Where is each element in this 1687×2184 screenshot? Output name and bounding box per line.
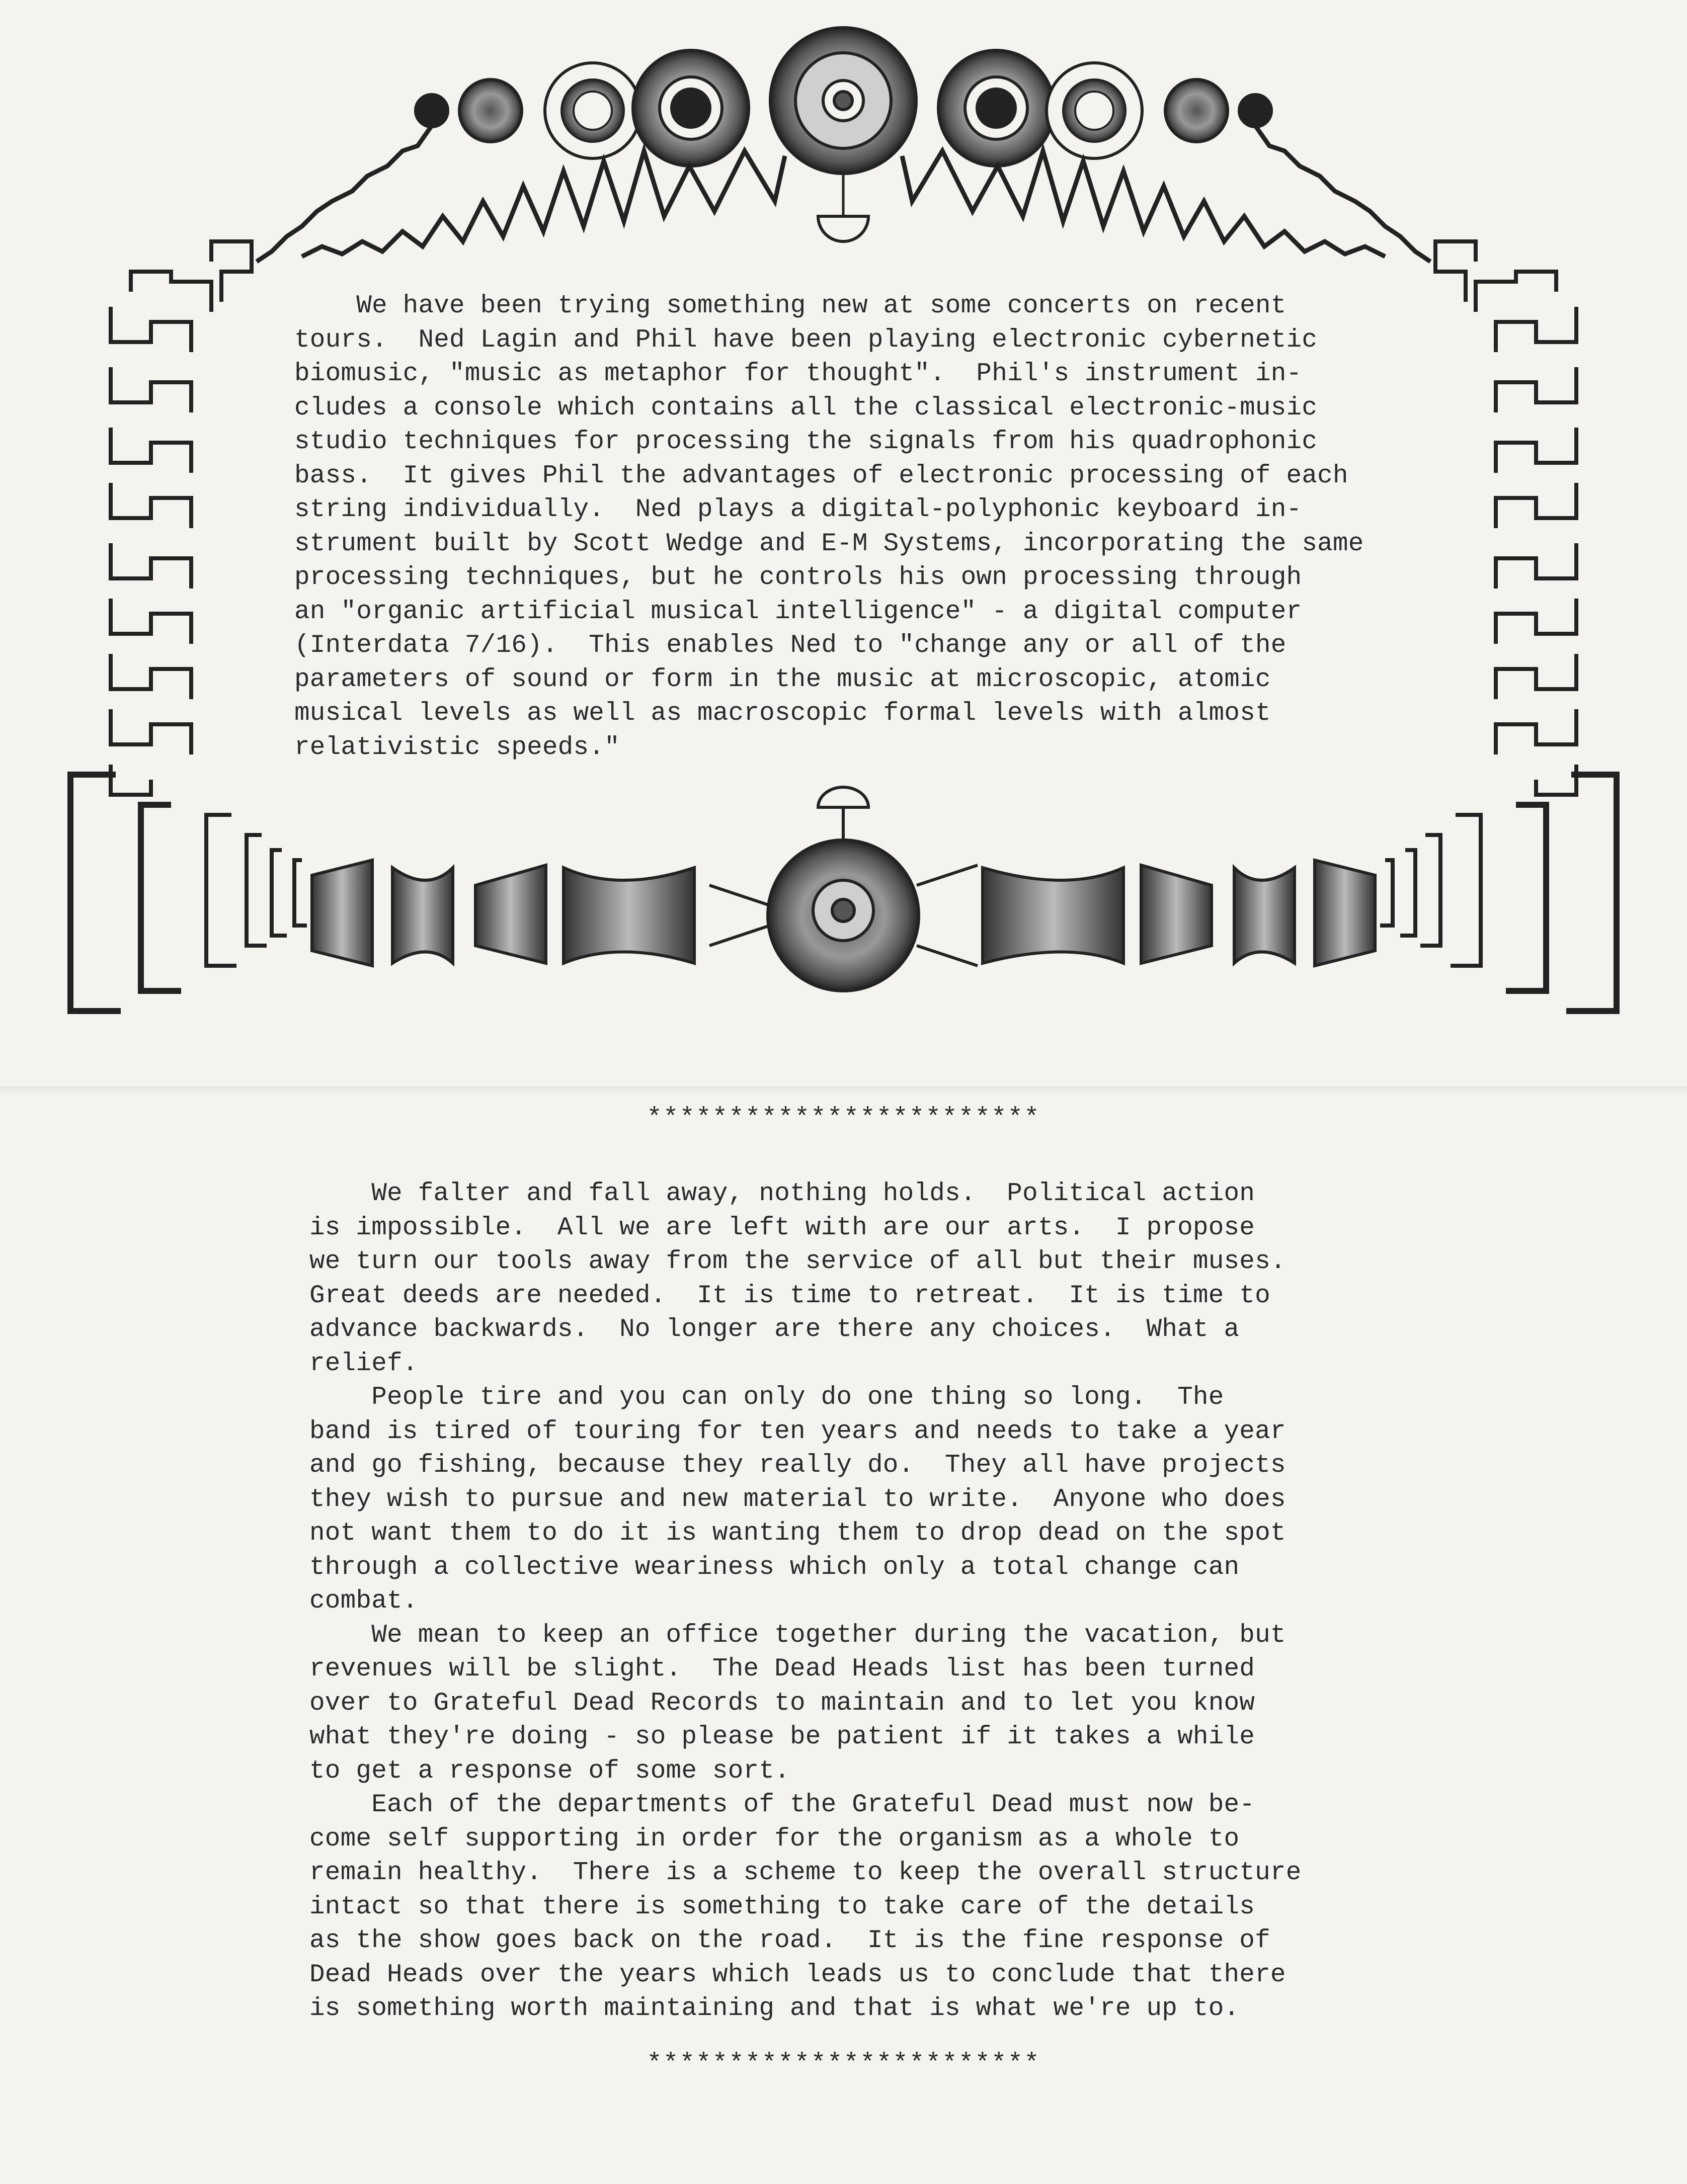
text-line: remain healthy. There is a scheme to keep the overall structure (309, 1859, 1302, 1887)
text-line: over to Grateful Dead Records to maintain and to let you know (309, 1689, 1255, 1718)
text-line: through a collective weariness which only a total change can (309, 1553, 1240, 1582)
text-line: tours. Ned Lagin and Phil have been playing electronic cybernetic (294, 325, 1318, 355)
bottom-ornament (312, 787, 1375, 991)
text-line: as the show goes back on the road. It is the fine response of (309, 1926, 1270, 1955)
text-line: and go fishing, because they really do. They all have projects (309, 1451, 1286, 1480)
text-line: musical levels as well as macroscopic formal levels with almost (294, 699, 1271, 728)
text-line: not want them to do it is wanting them to drop dead on the spot (309, 1519, 1286, 1548)
text-line: to get a response of some sort. (309, 1756, 790, 1786)
top-circles (416, 28, 1271, 241)
right-meander-border (1435, 241, 1617, 1011)
biomusic-paragraph (294, 289, 1364, 765)
text-line: combat. (309, 1587, 418, 1616)
text-line: intact so that there is something to take care of the details (309, 1892, 1255, 1921)
text-line: Each of the departments of the Grateful Dead must now be- (309, 1791, 1255, 1819)
text-line: parameters of sound or form in the music at microscopic, atomic (294, 665, 1271, 694)
text-line: We falter and fall away, nothing holds. Political action (309, 1180, 1255, 1208)
separator-top: ************************ (647, 1104, 1040, 1133)
text-line: (Interdata 7/16). This enables Ned to "change any or all of the (294, 631, 1287, 660)
text-line: what they're doing - so please be patient if it takes a while (309, 1723, 1255, 1751)
text-line: relativistic speeds." (294, 733, 620, 762)
text-line: strument built by Scott Wedge and E-M Systems, incorporating the same (294, 529, 1364, 558)
text-line: is something worth maintaining and that is what we're up to. (309, 1994, 1240, 2023)
text-line: cludes a console which contains all the classical electronic-music (294, 393, 1318, 423)
text-line: We mean to keep an office together during the vacation, but (309, 1621, 1286, 1650)
text-line: an "organic artificial musical intelligence" - a digital computer (294, 597, 1302, 626)
text-line: we turn our tools away from the service of all but their muses. (309, 1247, 1286, 1276)
separator-bottom: ************************ (647, 2050, 1040, 2078)
text-line: Dead Heads over the years which leads us to conclude that there (309, 1960, 1286, 1989)
text-line: revenues will be slight. The Dead Heads list has been turned (309, 1655, 1255, 1684)
text-line: People tire and you can only do one thing so long. The (309, 1383, 1224, 1412)
text-line: Great deeds are needed. It is time to retreat. It is time to (309, 1281, 1270, 1310)
text-line: processing techniques, but he controls his own processing through (294, 563, 1302, 592)
text-line: studio techniques for processing the signals from his quadrophonic (294, 428, 1318, 456)
text-line: string individually. Ned plays a digital-polyphonic keyboard in- (294, 495, 1302, 524)
text-line: is impossible. All we are left with are our arts. I propose (309, 1213, 1255, 1242)
text-line: they wish to pursue and new material to write. Anyone who does (309, 1485, 1286, 1514)
left-meander-border (70, 241, 252, 1011)
text-line: We have been trying something new at some concerts on recent (294, 292, 1287, 320)
text-line: come self supporting in order for the organism as a whole to (309, 1824, 1240, 1854)
text-line: biomusic, "music as metaphor for thought". Phil's instrument in- (294, 360, 1302, 388)
text-line: bass. It gives Phil the advantages of electronic processing of each (294, 461, 1348, 490)
text-line: advance backwards. No longer are there any choices. What a (309, 1315, 1240, 1344)
text-line: relief. (309, 1349, 418, 1378)
vacation-announcement (309, 1177, 1302, 2026)
paper-fold (0, 1086, 1687, 1095)
text-line: band is tired of touring for ten years and needs to take a year (309, 1417, 1286, 1446)
